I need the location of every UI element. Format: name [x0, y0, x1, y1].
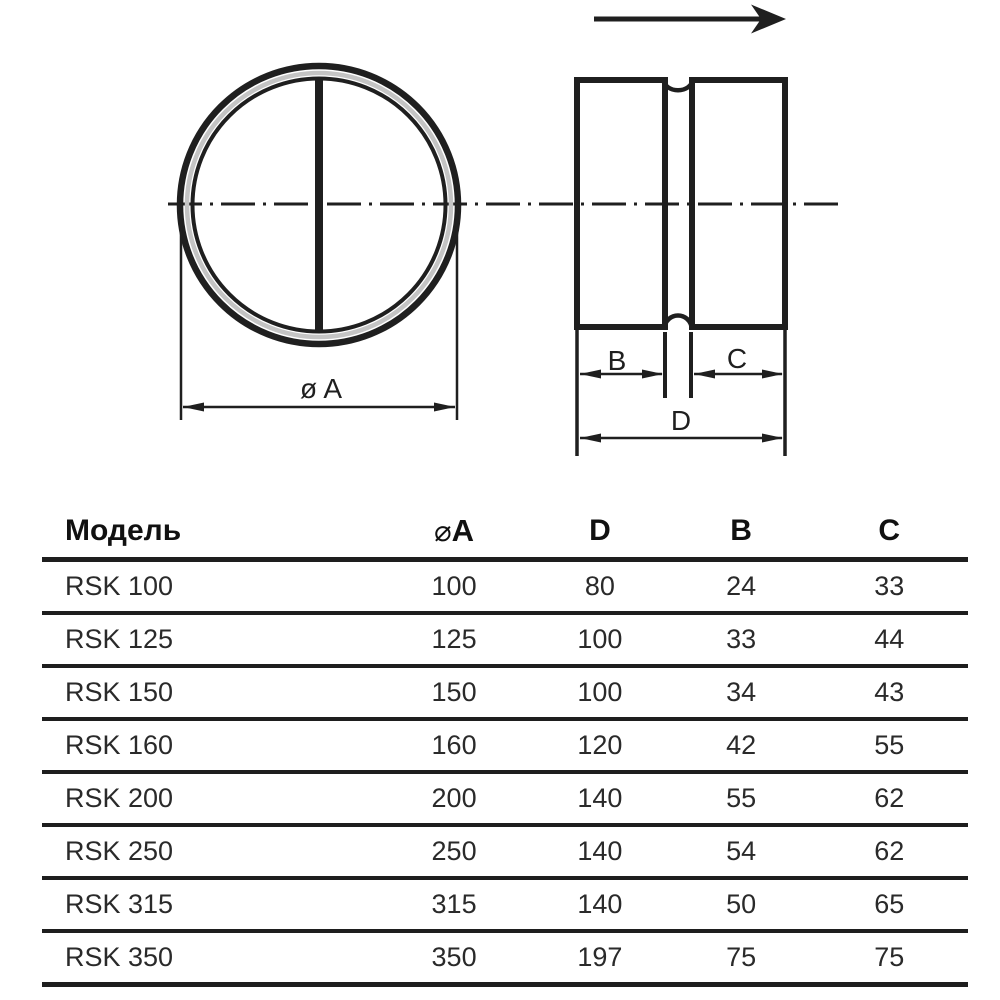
dim-c-arrow-right-icon: [762, 370, 783, 379]
b-cell: 75: [726, 942, 757, 972]
table-row: [42, 562, 968, 615]
d-cell: 100: [577, 677, 623, 707]
table-row: [42, 827, 968, 880]
model-cell: RSK 250: [65, 836, 174, 866]
d-cell: 140: [577, 783, 623, 813]
d-cell: 140: [577, 889, 623, 919]
c-cell: 62: [874, 836, 905, 866]
model-cell: RSK 150: [65, 677, 174, 707]
c-cell: 75: [874, 942, 905, 972]
b-cell: 55: [726, 783, 757, 813]
c-cell: 65: [874, 889, 905, 919]
d-cell: 120: [577, 730, 623, 760]
dim-c-arrow-left-icon: [694, 370, 715, 379]
side-view: [577, 79, 785, 456]
d-cell: 197: [577, 942, 623, 972]
a-cell: 315: [431, 889, 477, 919]
table-row: [42, 880, 968, 933]
model-cell: RSK 125: [65, 624, 174, 654]
dim-b-label: B: [607, 345, 627, 376]
table-row: [42, 615, 968, 668]
c-cell: 55: [874, 730, 905, 760]
c-cell: 33: [874, 571, 905, 601]
b-cell: 24: [726, 571, 757, 601]
model-cell: RSK 350: [65, 942, 174, 972]
d-cell: 140: [577, 836, 623, 866]
d-cell: 80: [584, 571, 615, 601]
d-cell: 100: [577, 624, 623, 654]
a-cell: 250: [431, 836, 477, 866]
table-row: [42, 774, 968, 827]
table-row: [42, 933, 968, 987]
b-cell: 34: [726, 677, 757, 707]
header-diameter-a: ⌀A: [434, 512, 474, 548]
a-cell: 100: [431, 571, 477, 601]
dimension-c: [694, 343, 783, 379]
dim-c-label: C: [726, 343, 748, 374]
table-header-row: [42, 504, 968, 562]
dim-b-arrow-right-icon: [642, 370, 663, 379]
b-cell: 42: [726, 730, 757, 760]
flow-direction-arrow: [594, 5, 786, 34]
dim-a-label: ø A: [299, 373, 343, 404]
header-model: Модель: [65, 513, 182, 547]
model-cell: RSK 200: [65, 783, 174, 813]
c-cell: 43: [874, 677, 905, 707]
dim-a-arrow-right-icon: [434, 403, 455, 412]
dim-d-arrow-right-icon: [762, 434, 783, 443]
c-cell: 62: [874, 783, 905, 813]
dimensions-table: [42, 504, 968, 987]
dim-d-label: D: [670, 405, 692, 436]
model-cell: RSK 160: [65, 730, 174, 760]
model-cell: RSK 315: [65, 889, 174, 919]
table-row: [42, 668, 968, 721]
dim-b-arrow-left-icon: [580, 370, 601, 379]
dimension-b: [580, 345, 663, 379]
b-cell: 33: [726, 624, 757, 654]
a-cell: 200: [431, 783, 477, 813]
a-cell: 150: [431, 677, 477, 707]
header-c: C: [878, 513, 901, 547]
bead-bottom-arch: [664, 316, 692, 330]
diameter-symbol: ⌀: [434, 515, 452, 548]
b-cell: 50: [726, 889, 757, 919]
a-cell: 125: [431, 624, 477, 654]
a-cell: 350: [431, 942, 477, 972]
header-b: B: [730, 513, 752, 547]
dim-a-arrow-left-icon: [183, 403, 204, 412]
dim-d-arrow-left-icon: [580, 434, 601, 443]
a-cell: 160: [431, 730, 477, 760]
dimension-d: [580, 405, 783, 443]
b-cell: 54: [726, 836, 757, 866]
c-cell: 44: [874, 624, 905, 654]
table-row: [42, 721, 968, 774]
model-cell: RSK 100: [65, 571, 174, 601]
header-d: D: [589, 513, 611, 547]
